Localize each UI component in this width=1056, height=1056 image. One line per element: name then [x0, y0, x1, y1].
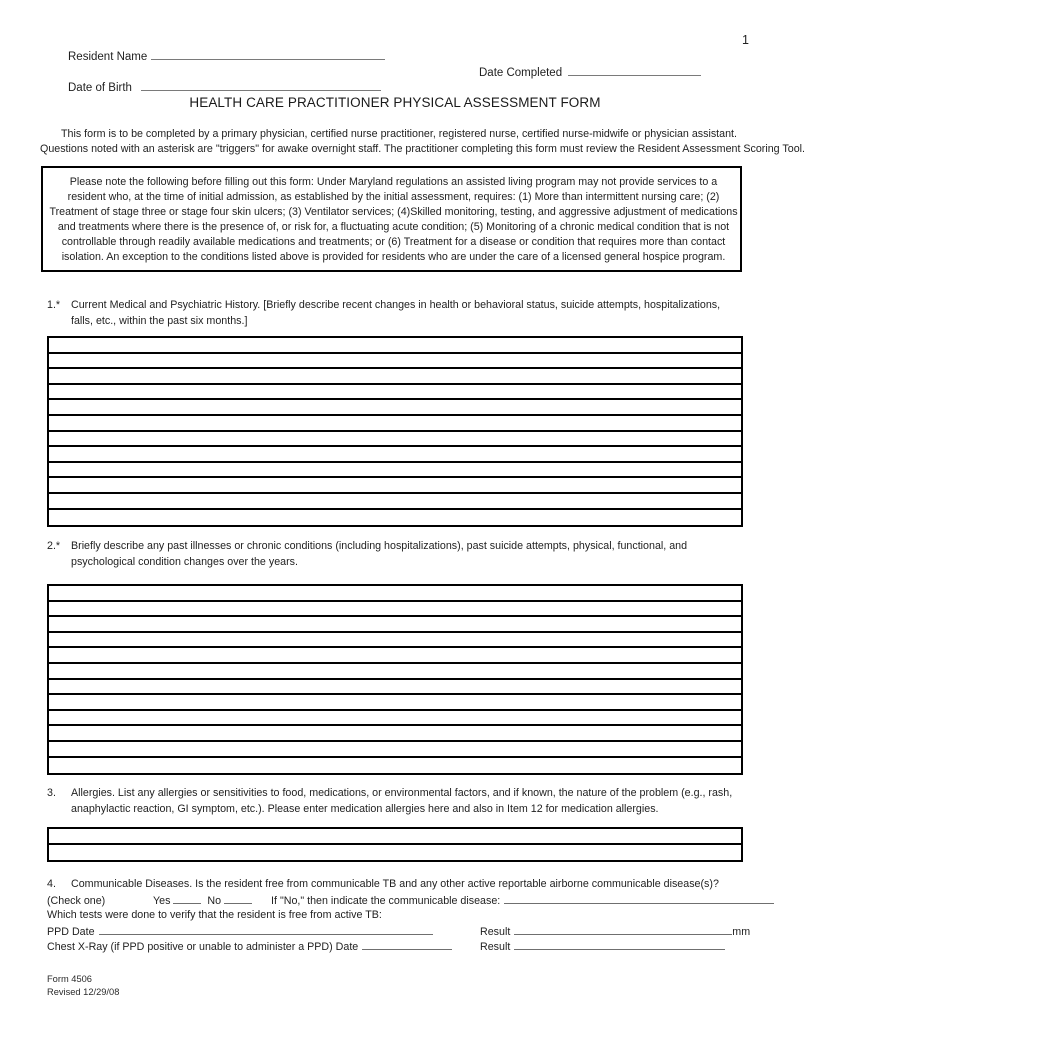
question-1: [47, 298, 747, 329]
answer-rule-line[interactable]: [49, 478, 741, 494]
question-3-line-1: Allergies. List any allergies or sensitivities to food, medications, or environmental factors, and if known, the nature of the problem (e.g., rash,: [71, 787, 733, 799]
intro-paragraph: [40, 127, 805, 156]
question-2: [47, 539, 747, 570]
resident-name-label: Resident Name: [68, 51, 148, 63]
section-4: [47, 877, 753, 955]
chest-xray-result-label: Result: [480, 941, 511, 953]
footer: [47, 973, 119, 998]
notice-box: [41, 166, 742, 272]
question-1-number: 1.*: [47, 299, 61, 311]
answer-rule-line[interactable]: [49, 617, 741, 633]
answer-box-3[interactable]: [47, 827, 743, 862]
answer-rule-line[interactable]: [49, 726, 741, 742]
ppd-result-input[interactable]: [514, 924, 732, 935]
question-1-line-2: falls, etc., within the past six months.]: [71, 314, 248, 327]
answer-rule-line[interactable]: [49, 338, 741, 354]
answer-rule-line[interactable]: [49, 354, 741, 370]
which-tests-label: Which tests were done to verify that the resident is free from active TB:: [47, 909, 382, 921]
answer-box-2[interactable]: [47, 584, 743, 775]
answer-rule-line[interactable]: [49, 432, 741, 448]
answer-rule-line[interactable]: [49, 463, 741, 479]
answer-rule-line[interactable]: [49, 494, 741, 510]
answer-rule-line[interactable]: [49, 711, 741, 727]
date-of-birth-input[interactable]: [141, 79, 381, 91]
answer-rule-line[interactable]: [49, 758, 741, 774]
form-revised-date: Revised 12/29/08: [47, 986, 120, 997]
intro-line-2: Questions noted with an asterisk are "triggers" for awake overnight staff. The practitioner completing this form must review the Resident Assessment Scoring Tool.: [40, 142, 805, 155]
section-4-number: 4.: [47, 878, 56, 890]
section-4-check-one-line: [47, 893, 753, 909]
notice-line-2: resident who, at the time of initial admission, as established by the initial assessment, requires: (1) More than intermittent nursing care; (2): [67, 191, 720, 204]
ppd-result-label: Result: [480, 925, 511, 938]
ppd-result-unit: mm: [732, 925, 751, 938]
answer-rule-line[interactable]: [49, 664, 741, 680]
resident-name-input[interactable]: [151, 48, 385, 60]
answer-rule-line[interactable]: [49, 369, 741, 385]
answer-rule-line[interactable]: [49, 829, 741, 845]
question-3-text: [71, 786, 747, 817]
chest-xray-date-input[interactable]: [362, 939, 452, 950]
section-4-which-tests-line: [47, 908, 753, 924]
page-number: 1: [742, 33, 749, 47]
date-completed-field[interactable]: [479, 64, 701, 79]
answer-rule-line[interactable]: [49, 742, 741, 758]
no-checkbox-blank[interactable]: [224, 893, 252, 904]
date-completed-input[interactable]: [568, 64, 701, 76]
yes-checkbox-blank[interactable]: [173, 893, 201, 904]
date-of-birth-field[interactable]: [68, 79, 381, 94]
notice-line-3: Treatment of stage three or stage four skin ulcers; (3) Ventilator services; (4)Skilled monitoring, testing, and aggressive adjustment of medications: [49, 206, 738, 219]
answer-rule-line[interactable]: [49, 447, 741, 463]
communicable-disease-input[interactable]: [504, 893, 774, 904]
question-3-number: 3.: [47, 787, 56, 799]
notice-line-6: isolation. An exception to the conditions listed above is provided for residents who are under the care of a licensed general hospice program.: [61, 251, 726, 264]
answer-rule-line[interactable]: [49, 695, 741, 711]
section-4-ppd-line: [47, 924, 753, 940]
no-label: No: [207, 894, 222, 907]
notice-line-5: controllable through readily available medications and treatments; or (6) Treatment for a disease or condition that requires more than contact: [61, 236, 726, 249]
chest-xray-label: Chest X-Ray (if PPD positive or unable to administer a PPD) Date: [47, 941, 359, 953]
question-1-line-1: Current Medical and Psychiatric History. [Briefly describe recent changes in health or behavioral status, suicide attempts, hospitalizations,: [71, 299, 721, 311]
date-of-birth-label: Date of Birth: [68, 82, 132, 94]
ppd-date-label: PPD Date: [47, 925, 95, 938]
ppd-date-input[interactable]: [99, 924, 433, 935]
answer-rule-line[interactable]: [49, 416, 741, 432]
ppd-result-group: [480, 924, 750, 941]
question-2-line-1: Briefly describe any past illnesses or chronic conditions (including hospitalizations), past suicide attempts, physical, functional, and: [71, 540, 688, 552]
answer-rule-line[interactable]: [49, 633, 741, 649]
question-1-text: [71, 298, 747, 329]
answer-rule-line[interactable]: [49, 510, 741, 526]
chest-xray-result-input[interactable]: [514, 939, 725, 950]
section-4-heading-line: [47, 877, 753, 893]
question-2-text: [71, 539, 747, 570]
question-2-number: 2.*: [47, 540, 61, 552]
if-no-label: If "No," then indicate the communicable disease:: [271, 894, 501, 907]
answer-rule-line[interactable]: [49, 385, 741, 401]
check-one-label: (Check one): [47, 894, 106, 907]
intro-line-1: This form is to be completed by a primary physician, certified nurse practitioner, registered nurse, certified nurse-midwife or physician assistant.: [61, 128, 737, 140]
question-3: [47, 786, 747, 817]
answer-rule-line[interactable]: [49, 845, 741, 861]
form-title: HEALTH CARE PRACTITIONER PHYSICAL ASSESSMENT FORM: [189, 95, 601, 110]
answer-box-1[interactable]: [47, 336, 743, 527]
date-completed-label: Date Completed: [479, 67, 563, 79]
notice-line-4: and treatments where there is the presence of, or risk for, a fluctuating acute condition; (5) Monitoring of a chronic medical condition that is not: [57, 221, 730, 234]
question-2-line-2: psychological condition changes over the years.: [71, 555, 298, 568]
section-4-chest-xray-line: [47, 939, 753, 955]
yes-label: Yes: [152, 894, 171, 907]
notice-line-1: Please note the following before filling out this form: Under Maryland regulations an assisted living program may not provide services to a: [69, 176, 718, 188]
question-3-line-2: anaphylactic reaction, GI symptom, etc.). Please enter medication allergies here and also in Item 12 for medication allergies.: [71, 802, 659, 815]
answer-rule-line[interactable]: [49, 400, 741, 416]
chest-xray-result-group: [480, 939, 725, 956]
resident-name-field[interactable]: [68, 48, 385, 63]
section-4-heading: Communicable Diseases. Is the resident free from communicable TB and any other active reportable airborne communicable disease(s)?: [71, 878, 719, 890]
notice-text: [43, 175, 744, 266]
answer-rule-line[interactable]: [49, 648, 741, 664]
form-number: Form 4506: [47, 974, 92, 984]
answer-rule-line[interactable]: [49, 586, 741, 602]
answer-rule-line[interactable]: [49, 680, 741, 696]
answer-rule-line[interactable]: [49, 602, 741, 618]
